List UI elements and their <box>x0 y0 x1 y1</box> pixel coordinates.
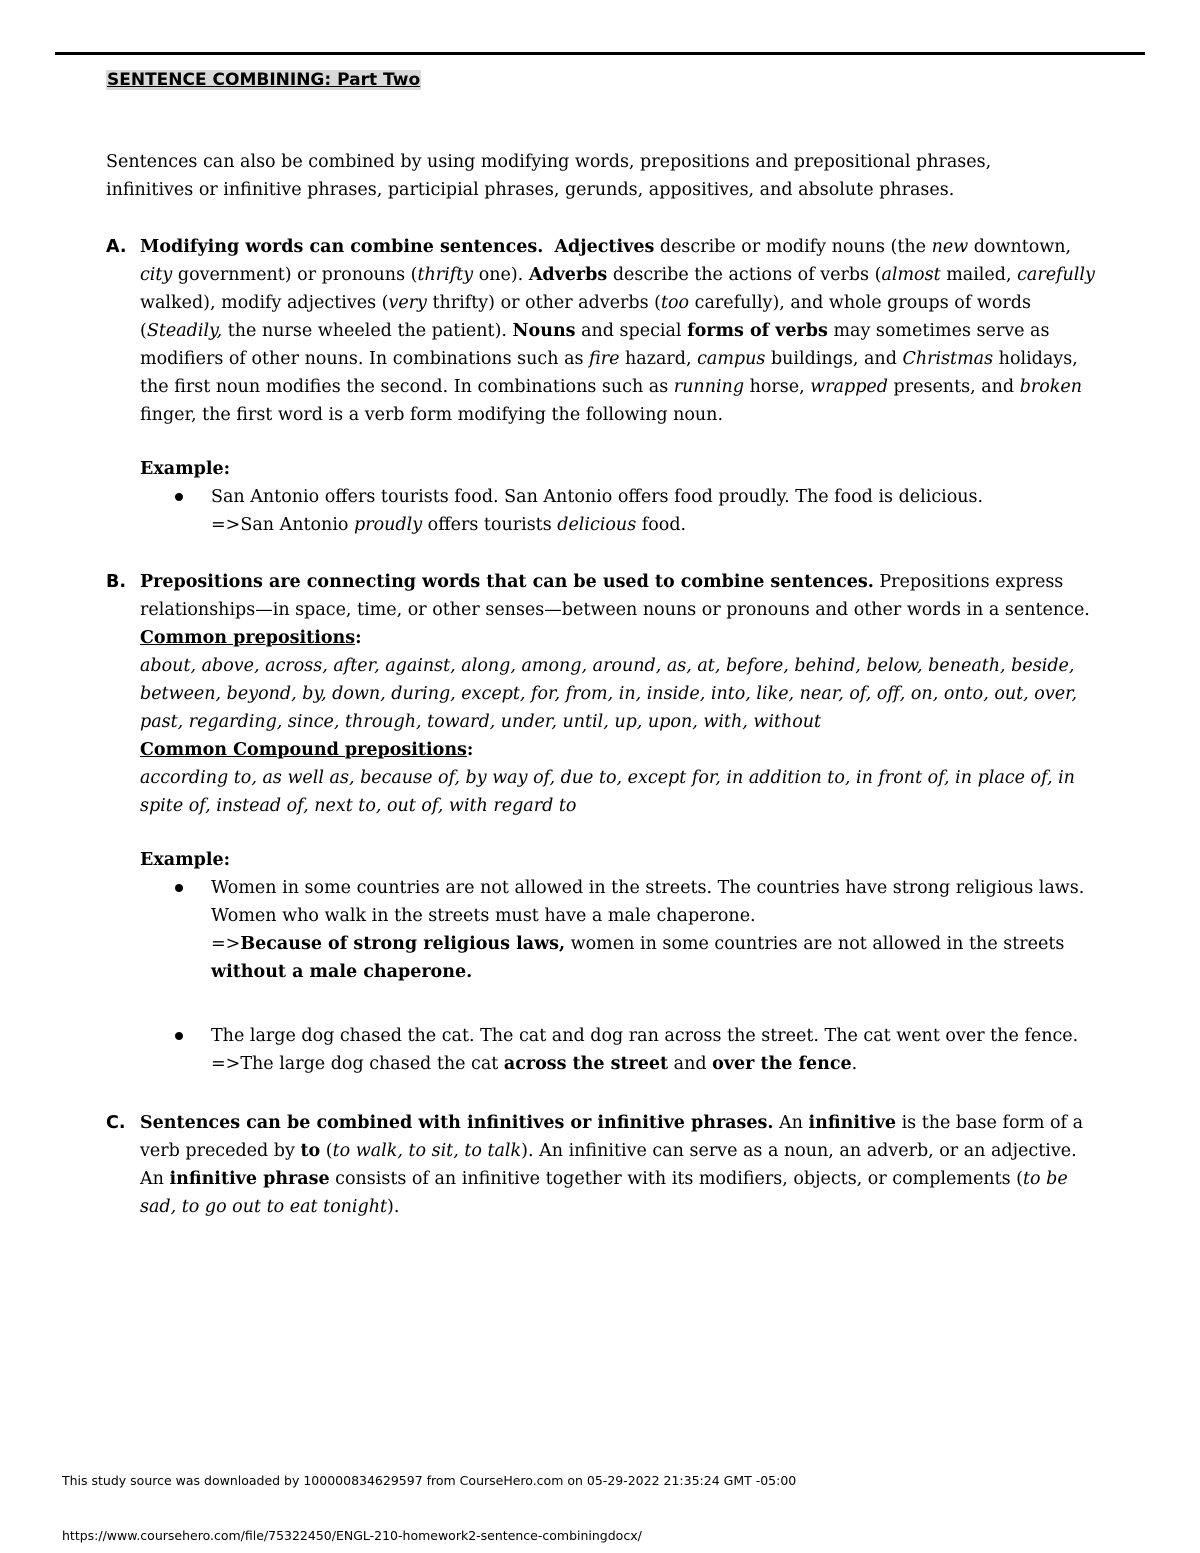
text-span: describe or modify nouns (the <box>654 237 932 257</box>
text-span: ). <box>387 1197 400 1217</box>
term-adverbs: Adverbs <box>528 265 608 285</box>
section-c-lead: Sentences can be combined with infinitives or infinitive phrases. <box>140 1113 774 1133</box>
bold-phrase: Because of strong religious laws, <box>240 934 566 954</box>
text-span: =>San Antonio <box>211 515 355 535</box>
text-span: describe the actions of verbs ( <box>607 265 882 285</box>
term-forms-of-verbs: forms of verbs <box>687 321 828 341</box>
text-span: the nurse wheeled the patient). <box>222 321 513 341</box>
text-span: consists of an infinitive together with its modifiers, objects, or complements ( <box>329 1169 1023 1189</box>
italic-example: new <box>931 237 969 257</box>
text-span: =>The large dog chased the cat <box>211 1054 504 1074</box>
text-span: and special <box>575 321 688 341</box>
section-b <box>106 568 1106 1078</box>
example-list <box>140 483 1106 539</box>
italic-example: very <box>388 293 427 313</box>
text-span: women in some countries are not allowed in the streets <box>565 934 1065 954</box>
text-span: ). An infinitive can serve as a noun, an adverb, or an adjective. An <box>140 1141 1077 1189</box>
section-b-marker: B. <box>106 572 126 592</box>
text-span: finger, the first word is a verb form modifying the following noun. <box>140 405 724 425</box>
text-span: may sometimes serve as modifiers of other nouns. In combinations such as <box>140 321 1050 369</box>
text-span: holidays, the first noun modifies the second. In combinations such as <box>140 349 1078 397</box>
italic-example: wrapped <box>810 377 888 397</box>
section-a-paragraph <box>140 233 1106 429</box>
term-nouns: Nouns <box>512 321 576 341</box>
example-list <box>140 874 1106 1078</box>
example-sentences: San Antonio offers tourists food. San Antonio offers food proudly. The food is delicious. <box>211 487 984 507</box>
text-span: offers tourists <box>422 515 558 535</box>
italic-example: fire <box>589 349 620 369</box>
text-span: . <box>851 1054 858 1074</box>
section-c-paragraph <box>140 1109 1106 1221</box>
italic-example: too <box>660 293 690 313</box>
text-span: and <box>668 1054 713 1074</box>
document-body <box>106 70 1106 1221</box>
italic-example: Christmas <box>902 349 994 369</box>
top-rule <box>55 52 1145 55</box>
example-result <box>211 1054 857 1074</box>
text-span: mailed, <box>940 265 1018 285</box>
italic-example: almost <box>881 265 941 285</box>
heading-text: Common prepositions <box>140 628 356 648</box>
term-infinitive-phrase: infinitive phrase <box>169 1169 330 1189</box>
text-span: thrifty) or other adverbs ( <box>426 293 661 313</box>
example-sentences: Women in some countries are not allowed in the streets. The countries have strong religious laws. Women who walk in the streets must have a male chaperone. <box>211 878 1085 926</box>
italic-example: city <box>140 265 173 285</box>
italic-example: proudly <box>354 515 423 535</box>
section-b-paragraph <box>140 568 1106 624</box>
text-span: walked), modify adjectives ( <box>140 293 389 313</box>
page-title: SENTENCE COMBINING: Part Two <box>107 70 421 90</box>
italic-example: thrifty <box>417 265 474 285</box>
example-result <box>211 515 686 535</box>
text-span: one). <box>473 265 529 285</box>
text-span: food. <box>636 515 687 535</box>
list-item <box>140 483 1106 539</box>
heading-colon: : <box>466 740 474 760</box>
italic-example: running <box>673 377 745 397</box>
example-label: Example: <box>140 459 231 479</box>
text-span: buildings, and <box>765 349 903 369</box>
section-a <box>106 233 1106 539</box>
italic-example: delicious <box>557 515 637 535</box>
text-span: is the base form of a verb preceded by <box>140 1113 1084 1161</box>
text-span: => <box>211 934 241 954</box>
bold-phrase: over the fence <box>712 1054 852 1074</box>
intro-paragraph: Sentences can also be combined by using modifying words, prepositions and prepositional phrases, infinitives or infinitive phrases, participial phrases, gerunds, appositives, and absolute phrases. <box>106 152 992 200</box>
italic-example: Steadily, <box>146 321 223 341</box>
bold-phrase: across the street <box>503 1054 669 1074</box>
section-c-marker: C. <box>106 1113 126 1133</box>
term-adjectives: Adjectives <box>554 237 655 257</box>
common-prepositions-heading <box>140 624 1106 652</box>
term-to: to <box>300 1141 321 1161</box>
common-prepositions-list: about, above, across, after, against, along, among, around, as, at, before, behind, below, beneath, beside, between, beyond, by, down, during, except, for, from, in, inside, into, like, near, of, off, on, onto, out, over, past, regarding, since, through, toward, under, until, up, upon, with, without <box>140 656 1078 732</box>
section-a-lead: Modifying words can combine sentences. <box>140 237 544 257</box>
text-span: hazard, <box>619 349 698 369</box>
heading-colon: : <box>355 628 362 648</box>
italic-example: carefully <box>1017 265 1095 285</box>
text-span: presents, and <box>887 377 1020 397</box>
section-c <box>106 1109 1106 1221</box>
text-span: government) or pronouns ( <box>172 265 418 285</box>
example-label: Example: <box>140 850 231 870</box>
example-sentences: The large dog chased the cat. The cat and dog ran across the street. The cat went over the fence. <box>211 1026 1079 1046</box>
compound-prepositions-heading <box>140 736 1106 764</box>
example-result <box>211 934 1064 982</box>
italic-example: to be sad, to go out to eat tonight <box>140 1169 1068 1217</box>
section-b-lead: Prepositions are connecting words that can be used to combine sentences. <box>140 572 874 592</box>
bold-phrase: without a male chaperone. <box>211 962 473 982</box>
italic-example: to walk, to sit, to talk <box>332 1141 522 1161</box>
text-span: Prepositions express relationships—in space, time, or other senses—between nouns or pronouns and other words in a sentence. <box>140 572 1090 620</box>
section-a-marker: A. <box>106 237 127 257</box>
text-span: carefully), and whole groups of words ( <box>140 293 1031 341</box>
text-span: downtown, <box>968 237 1072 257</box>
list-item <box>140 874 1106 986</box>
text-span: horse, <box>744 377 811 397</box>
term-infinitive: infinitive <box>808 1113 896 1133</box>
download-notice: This study source was downloaded by 100000834629597 from CourseHero.com on 05-29-2022 21:35:24 GMT -05:00 <box>62 1473 797 1488</box>
italic-example: broken <box>1019 377 1083 397</box>
source-url[interactable]: https://www.coursehero.com/file/75322450/ENGL-210-homework2-sentence-combiningdocx/ <box>62 1528 642 1543</box>
list-item <box>140 1022 1106 1078</box>
text-span: ( <box>320 1141 333 1161</box>
compound-prepositions-list: according to, as well as, because of, by way of, due to, except for, in addition to, in front of, in place of, in spite of, instead of, next to, out of, with regard to <box>140 768 1075 816</box>
italic-example: campus <box>697 349 766 369</box>
text-span: An <box>773 1113 809 1133</box>
heading-text: Common Compound prepositions <box>140 740 467 760</box>
